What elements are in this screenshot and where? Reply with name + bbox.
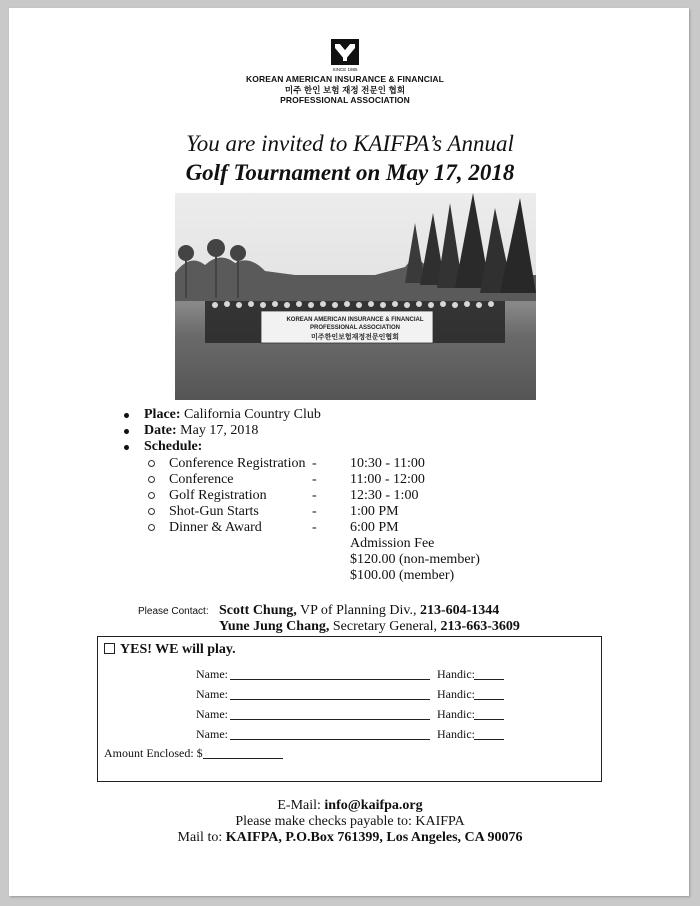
- schedule-item-dash: -: [312, 472, 317, 487]
- banner-text-3: 미주한인보험재정전문인협회: [311, 333, 399, 341]
- contact-1-phone: 213-604-1344: [419, 603, 500, 618]
- circle-bullet-icon: [148, 492, 155, 499]
- place-label: Place:: [144, 407, 181, 422]
- registration-form: [97, 636, 602, 782]
- circle-bullet-icon: [148, 508, 155, 515]
- schedule-item: [148, 520, 548, 536]
- handicap-label: Handic:: [437, 727, 475, 741]
- org-name-english-2: PROFESSIONAL ASSOCIATION: [280, 95, 410, 105]
- organization-name: [200, 74, 490, 106]
- schedule-item-name: Golf Registration: [169, 488, 267, 503]
- schedule-item: [148, 456, 548, 472]
- handicap-field[interactable]: [474, 699, 504, 700]
- banner-text-2: PROFESSIONAL ASSOCIATION: [310, 325, 400, 331]
- schedule-item-dash: -: [312, 520, 317, 535]
- schedule-item: [148, 504, 548, 520]
- contact-2-title: Secretary General,: [329, 619, 441, 634]
- golf-group-photo: [175, 193, 536, 400]
- schedule-list: [148, 456, 548, 536]
- org-name-korean: 미주 한인 보험 재정 전문인 협회: [284, 84, 406, 95]
- contact-2-phone: 213-663-3609: [440, 619, 520, 634]
- yes-checkbox[interactable]: [104, 643, 115, 654]
- checks-line: Please make checks payable to: KAIFPA: [235, 814, 465, 829]
- mail-line: [0, 830, 700, 846]
- name-label: Name:: [196, 667, 228, 681]
- contact-line-1: [219, 603, 499, 619]
- circle-bullet-icon: [148, 460, 155, 467]
- logo-since-text: SINCE 1985: [332, 67, 358, 72]
- amount-row: [104, 746, 283, 761]
- tournament-heading: Golf Tournament on May 17, 2018: [185, 160, 515, 185]
- circle-bullet-icon: [148, 476, 155, 483]
- schedule-item-dash: -: [312, 504, 317, 519]
- player-row-4: [98, 727, 603, 743]
- schedule-item-dash: -: [312, 456, 317, 471]
- schedule-item: [148, 472, 548, 488]
- name-field[interactable]: [230, 719, 430, 720]
- admission-fees: [350, 536, 480, 584]
- mail-address: KAIFPA, P.O.Box 761399, Los Angeles, CA 90076: [225, 830, 523, 845]
- contact-1-name: Scott Chung,: [219, 603, 297, 618]
- kaifpa-logo-icon: [331, 39, 359, 73]
- circle-bullet-icon: [148, 524, 155, 531]
- footer: [0, 798, 700, 846]
- name-label: Name:: [196, 727, 228, 741]
- player-row-3: [98, 707, 603, 723]
- contact-2-name: Yune Jung Chang,: [219, 619, 330, 634]
- fee-label: Admission Fee: [350, 536, 435, 551]
- place-value: California Country Club: [184, 407, 321, 422]
- invitation-heading: You are invited to KAIFPA’s Annual: [186, 131, 514, 156]
- schedule-item-name: Dinner & Award: [169, 520, 262, 535]
- org-name-english-1: KOREAN AMERICAN INSURANCE & FINANCIAL: [246, 74, 444, 84]
- yes-checkbox-row[interactable]: [104, 642, 236, 658]
- player-row-1: [98, 667, 603, 683]
- email-link[interactable]: info@kaifpa.org: [324, 798, 423, 813]
- schedule-item: [148, 488, 548, 504]
- name-field[interactable]: [230, 699, 430, 700]
- schedule-label: Schedule:: [144, 439, 203, 454]
- schedule-item-name: Shot-Gun Starts: [169, 504, 259, 519]
- name-field[interactable]: [230, 739, 430, 740]
- date-label: Date:: [144, 423, 177, 438]
- fee-non-member: $120.00 (non-member): [350, 552, 480, 567]
- contact-line-2: [219, 619, 520, 635]
- player-row-2: [98, 687, 603, 703]
- amount-label: Amount Enclosed: $: [104, 746, 203, 760]
- schedule-item-name: Conference: [169, 472, 234, 487]
- amount-field[interactable]: [203, 758, 283, 759]
- handicap-label: Handic:: [437, 667, 475, 681]
- schedule-item-dash: -: [312, 488, 317, 503]
- handicap-field[interactable]: [474, 679, 504, 680]
- contact-label: Please Contact:: [138, 606, 209, 617]
- contact-1-title: VP of Planning Div.,: [296, 603, 420, 618]
- name-label: Name:: [196, 707, 228, 721]
- handicap-label: Handic:: [437, 707, 475, 721]
- date-value: May 17, 2018: [180, 423, 259, 438]
- name-field[interactable]: [230, 679, 430, 680]
- fee-member: $100.00 (member): [350, 568, 455, 583]
- schedule-item-time: 11:00 - 12:00: [350, 472, 425, 487]
- schedule-item-time: 1:00 PM: [350, 504, 399, 519]
- schedule-item-name: Conference Registration: [169, 456, 306, 471]
- name-label: Name:: [196, 687, 228, 701]
- mail-label: Mail to:: [177, 830, 226, 845]
- email-label: E-Mail:: [277, 798, 325, 813]
- schedule-item-time: 10:30 - 11:00: [350, 456, 425, 471]
- handicap-field[interactable]: [474, 739, 504, 740]
- banner-text-1: KOREAN AMERICAN INSURANCE & FINANCIAL: [286, 317, 424, 323]
- handicap-field[interactable]: [474, 719, 504, 720]
- schedule-item-time: 12:30 - 1:00: [350, 488, 419, 503]
- schedule-item-time: 6:00 PM: [350, 520, 399, 535]
- handicap-label: Handic:: [437, 687, 475, 701]
- yes-checkbox-label: YES! WE will play.: [120, 642, 236, 657]
- email-line: [0, 798, 700, 814]
